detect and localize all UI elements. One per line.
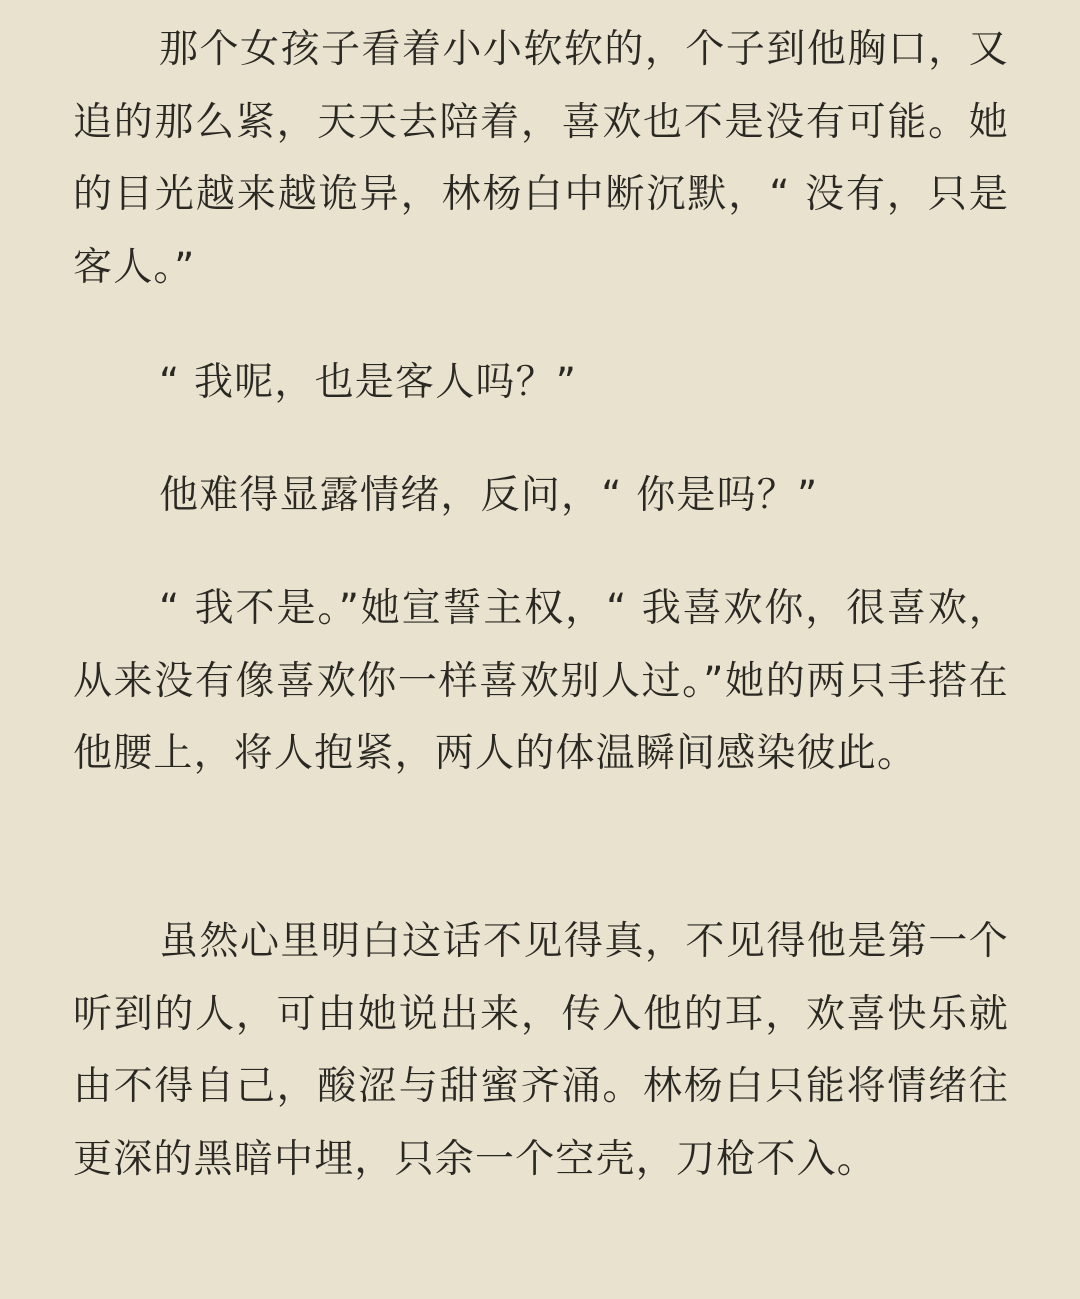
paragraph-2: “ 我呢，也是客人吗？” [159,360,578,405]
paragraph-3: 他难得显露情绪，反问，“ 你是吗？” [159,473,819,518]
paragraph-1: 那个女孩子看着小小软软的，个子到他胸口，又追的那么紧，天天去陪着，喜欢也不是没有可能。她的目光越来越诡异，林杨白中断沉默，“ 没有，只是客人。” [73,27,1009,290]
paragraph-5: 虽然心里明白这话不见得真，不见得他是第一个听到的人，可由她说出来，传入他的耳，欢喜快乐就由不得自己，酸涩与甜蜜齐涌。林杨白只能将情绪往更深的黑暗中埋，只余一个空壳，刀枪不入。 [73,919,1009,1182]
paragraph-4: “ 我不是。”她宣誓主权，“ 我喜欢你，很喜欢，从来没有像喜欢你一样喜欢别人过。”她的两只手搭在他腰上，将人抱紧，两人的体温瞬间感染彼此。 [73,586,1009,776]
